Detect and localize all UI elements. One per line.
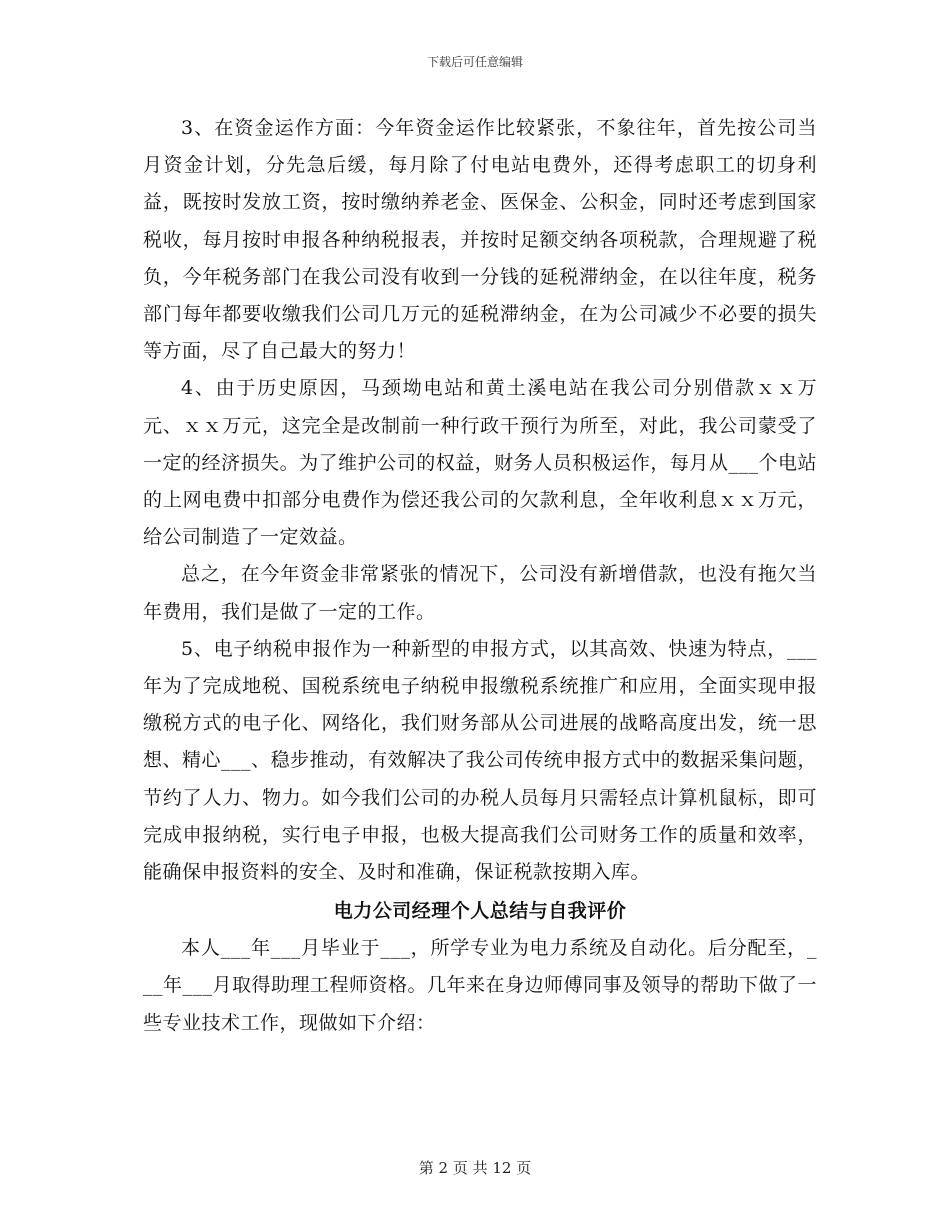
paragraph-loans-history: 4、由于历史原因，马颈坳电站和黄土溪电站在我公司分别借款ｘｘ万元、ｘｘ万元，这完全是改制前一种行政干预行为所至，对此，我公司蒙受了一定的经济损失。为了维护公司的权益，财务人员积极运作，每月从___个电站的上网电费中扣部分电费作为偿还我公司的欠款利息，全年收利息ｘｘ万元，给公司制造了一定效益。 xyxy=(143,377,817,549)
page-header: 下载后可任意编辑 xyxy=(426,55,523,69)
paragraph-e-tax-filing: 5、电子纳税申报作为一种新型的申报方式，以其高效、快速为特点，___年为了完成地税、国税系统电子纳税申报缴税系统推广和应用，全面实现申报缴税方式的电子化、网络化，我们财务部从公司进展的战略高度出发，统一思想、精心___、稳步推动，有效解决了我公司传统申报方式中的数据采集问题，节约了人力、物力。如今我们公司的办税人员每月只需轻点计算机鼠标，即可完成申报纳税，实行电子申报，也极大提高我们公司财务工作的质量和效率，能确保申报资料的安全、及时和准确，保证税款按期入库。 xyxy=(143,637,817,884)
paragraph-funds-operation: 3、在资金运作方面：今年资金运作比较紧张，不象往年，首先按公司当月资金计划，分先急后缓，每月除了付电站电费外，还得考虑职工的切身利益，既按时发放工资，按时缴纳养老金、医保金、公积金，同时还考虑到国家税收，每月按时申报各种纳税报表，并按时足额交纳各项税款，合理规避了税负，今年税务部门在我公司没有收到一分钱的延税滞纳金，在以往年度，税务部门每年都要收缴我们公司几万元的延税滞纳金，在为公司减少不必要的损失等方面，尽了自己最大的努力！ xyxy=(143,117,817,363)
paragraph-summary: 总之，在今年资金非常紧张的情况下，公司没有新增借款，也没有拖欠当年费用，我们是做了一定的工作。 xyxy=(143,563,817,623)
document-body xyxy=(143,110,817,1042)
section-title: 电力公司经理个人总结与自我评价 xyxy=(333,900,627,923)
page-footer: 第 2 页 共 12 页 xyxy=(418,1159,532,1177)
paragraph-self-intro: 本人___年___月毕业于___，所学专业为电力系统及自动化。后分配至，___年___月取得助理工程师资格。几年来在身边师傅同事及领导的帮助下做了一些专业技术工作，现做如下介绍： xyxy=(143,937,818,1034)
